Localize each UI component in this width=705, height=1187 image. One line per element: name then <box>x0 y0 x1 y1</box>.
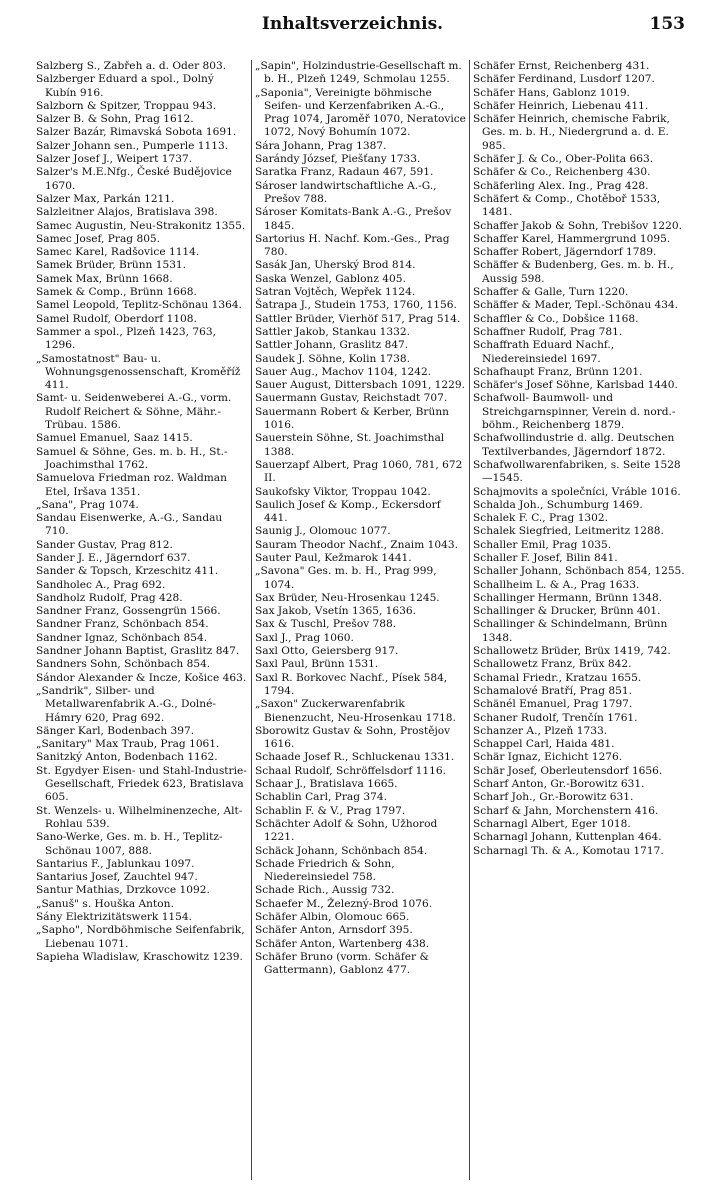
index-entry: Sammer a spol., Plzeň 1423, 763, 1296. <box>36 325 216 352</box>
index-entry: Saxl R. Borkovec Nachf., Písek 584, 1794. <box>255 671 448 697</box>
index-entry: Samec Josef, Prag 805. <box>36 232 161 245</box>
index-entry: Salzborn & Spitzer, Troppau 943. <box>36 99 217 112</box>
index-entry: Schamalové Bratří, Prag 851. <box>473 684 632 697</box>
index-entry: Schaller Emil, Prag 1035. <box>473 538 612 551</box>
index-entry: Salzberg S., Zabřeh a. d. Oder 803. <box>36 60 227 72</box>
index-entry: Schalek F. C., Prag 1302. <box>473 512 609 525</box>
index-entry: Sasák Jan, Uherský Brod 814. <box>255 259 416 272</box>
index-entry: Sander & Topsch, Krzeschitz 411. <box>36 565 219 578</box>
index-entry: Schallinger & Drucker, Brünn 401. <box>473 605 661 618</box>
index-entry: „Sanuš" s. Houška Anton. <box>36 897 174 910</box>
index-entry: Schaffer Karel, Hammergrund 1095. <box>473 232 671 245</box>
index-entry: Schäfert & Comp., Chotěboř 1533, 1481. <box>473 192 661 219</box>
index-entry: Schäfer Anton, Arnsdorf 395. <box>255 924 413 937</box>
index-entry: Schafwoll- Baumwoll- und Streichgarnspinner, Verein d. nord.-böhm., Reichenberg 1879. <box>473 392 676 432</box>
index-entry: Schajmovits a společníci, Vráble 1016. <box>473 485 681 498</box>
index-entry: Sax Brüder, Neu-Hrosenkau 1245. <box>255 591 440 604</box>
index-entry: „Sanitary" Max Traub, Prag 1061. <box>36 738 220 751</box>
index-entry: Schänél Emanuel, Prag 1797. <box>473 698 633 711</box>
index-entry: Scharnagl Johann, Kuttenplan 464. <box>473 831 662 844</box>
index-entry: Samek Brüder, Brünn 1531. <box>36 259 187 272</box>
index-entry: Schalda Joh., Schumburg 1469. <box>473 498 643 511</box>
index-entry: Santur Mathias, Drzkovce 1092. <box>36 884 210 897</box>
index-entry: Samek Max, Brünn 1668. <box>36 272 173 285</box>
index-entry: Sandner Franz, Schönbach 854. <box>36 618 209 631</box>
index-entry: Schäfer & Co., Reichenberg 430. <box>473 166 651 179</box>
index-entry: Schafhaupt Franz, Brünn 1201. <box>473 365 643 378</box>
index-entry: Schaner Rudolf, Trenčín 1761. <box>473 711 638 724</box>
index-entry: Schaffer Robert, Jägerndorf 1789. <box>473 246 657 259</box>
index-entry: Schaffrath Eduard Nachf., Niedereinsiedel 1697. <box>473 339 615 365</box>
index-entry: Schamal Friedr., Kratzau 1655. <box>473 671 642 684</box>
index-entry: Schär Josef, Oberleutensdorf 1656. <box>473 764 663 777</box>
index-entry: Salzberger Eduard a spol., Dolný Kubín 916. <box>36 73 214 99</box>
index-entry: Schablin Carl, Prag 374. <box>255 791 387 804</box>
index-entry: Schäfer Hans, Gablonz 1019. <box>473 86 630 99</box>
index-entry: Satran Vojtěch, Wepřek 1124. <box>255 286 416 299</box>
index-entry: Santarius Josef, Zauchtel 947. <box>36 871 198 884</box>
index-entry: Šatrapa J., Studein 1753, 1760, 1156. <box>255 299 457 312</box>
index-entry: Sároser Komitats-Bank A.-G., Prešov 1845. <box>255 206 452 232</box>
index-entry: Salzer Max, Parkán 1211. <box>36 192 175 205</box>
index-entry: Schäffer & Mader, Tepl.-Schönau 434. <box>473 299 679 312</box>
index-entry: Schaade Josef R., Schluckenau 1331. <box>255 751 455 764</box>
index-entry: „Samostatnost" Bau- u. Wohnungsgenossenschaft, Kroměříž 411. <box>36 352 241 392</box>
index-entry: Schaffler & Co., Dobšice 1168. <box>473 312 639 325</box>
index-entry: Sároser landwirtschaftliche A.-G., Prešov 788. <box>255 179 437 205</box>
index-entry: Scharnagl Th. & A., Komotau 1717. <box>473 844 664 857</box>
index-entry: „Sapho", Nordböhmische Seifenfabrik, Liebenau 1071. <box>36 924 245 950</box>
index-entry: Salzer B. & Sohn, Prag 1612. <box>36 113 194 126</box>
index-entry: Schäfer Ernst, Reichenberg 431. <box>473 60 650 72</box>
index-entry: Schallinger Hermann, Brünn 1348. <box>473 591 663 604</box>
index-entry: Sauer August, Dittersbach 1091, 1229. <box>255 379 466 392</box>
index-entry: Sax & Tuschl, Prešov 788. <box>255 618 397 631</box>
index-entry: Samt- u. Seidenweberei A.-G., vorm. Rudolf Reichert & Söhne, Mähr.-Trübau. 1586. <box>36 392 232 432</box>
index-entry: Sattler Jakob, Stankau 1332. <box>255 325 410 338</box>
index-entry: Schäfer Albin, Olomouc 665. <box>255 911 410 923</box>
index-entry: Schafwollwarenfabriken, s. Seite 1528—1545. <box>473 458 681 485</box>
index-entry: Schade Rich., Aussig 732. <box>255 884 395 897</box>
index-entry: Sauter Paul, Kežmarok 1441. <box>255 551 412 564</box>
index-entry: Schäck Johann, Schönbach 854. <box>255 844 428 857</box>
index-entry: Schalek Siegfried, Leitmeritz 1288. <box>473 525 664 538</box>
index-entry: Sandholz Rudolf, Prag 428. <box>36 591 183 604</box>
index-entry: Samuelova Friedman roz. Waldman Etel, Iršava 1351. <box>36 472 227 498</box>
index-entry: Sandners Sohn, Schönbach 854. <box>36 658 211 671</box>
index-entry: Schäfer Bruno (vorm. Schäfer & Gattermann), Gablonz 477. <box>255 950 429 977</box>
index-entry: St. Egydyer Eisen- und Stahl-Industrie-Gesellschaft, Friedek 623, Bratislava 605. <box>36 764 247 804</box>
index-entry: Schaffner Rudolf, Prag 781. <box>473 325 623 338</box>
index-entry: Schaefer M., Železný-Brod 1076. <box>255 897 433 910</box>
index-entry: Samel Rudolf, Oberdorf 1108. <box>36 312 197 325</box>
index-entry: „Sana", Prag 1074. <box>36 498 139 511</box>
index-entry: Salzer Johann sen., Pumperle 1113. <box>36 139 229 152</box>
index-entry: Saska Wenzel, Gablonz 405. <box>255 272 406 285</box>
index-entry: Sauram Theodor Nachf., Znaim 1043. <box>255 538 458 551</box>
index-entry: „Saxon" Zuckerwarenfabrik Bienenzucht, Neu-Hrosenkau 1718. <box>255 698 456 724</box>
index-entry: Sarándy József, Piešťany 1733. <box>255 153 421 166</box>
index-entry: Scharnagl Albert, Eger 1018. <box>473 817 631 830</box>
index-column-3 <box>473 60 686 1180</box>
page-title: Inhaltsverzeichnis. <box>261 14 444 34</box>
index-entry: Scharf & Jahn, Morchenstern 416. <box>473 804 659 817</box>
index-entry: Schappel Carl, Haida 481. <box>473 738 615 751</box>
index-entry: Sandner Franz, Gossengrün 1566. <box>36 605 221 618</box>
index-entry: Schaffer & Galle, Turn 1220. <box>473 286 629 299</box>
index-entry: Samuel & Söhne, Ges. m. b. H., St.-Joachimsthal 1762. <box>36 445 228 471</box>
index-entry: Sauermann Robert & Kerber, Brünn 1016. <box>255 405 449 432</box>
index-entry: Schade Friedrich & Sohn, Niedereinsiedel 758. <box>255 857 395 884</box>
index-entry: Schächter Adolf & Sohn, Užhorod 1221. <box>255 817 438 844</box>
index-entry: Schanzer A., Plzeň 1733. <box>473 724 608 737</box>
index-entry: Sándor Alexander & Incze, Košice 463. <box>36 671 247 684</box>
index-entry: Saratka Franz, Radaun 467, 591. <box>255 166 434 179</box>
index-entry: Samec Karel, Radšovice 1114. <box>36 246 200 259</box>
index-entry: St. Wenzels- u. Wilhelminenzeche, Alt-Rohlau 539. <box>36 804 243 830</box>
index-entry: „Saponia", Vereinigte böhmische Seifen- und Kerzenfabriken A.-G., Prag 1074, Jaroměř 1070, Neratovice 1072, Nový Bohumín 1072. <box>255 86 466 139</box>
index-entry: Salzleitner Alajos, Bratislava 398. <box>36 206 218 219</box>
index-entry: Schallowetz Franz, Brüx 842. <box>473 658 632 671</box>
index-entry: Sauerstein Söhne, St. Joachimsthal 1388. <box>255 432 445 458</box>
index-entry: Sander Gustav, Prag 812. <box>36 538 173 551</box>
index-entry: Schallinger & Schindelmann, Brünn 1348. <box>473 618 668 644</box>
column-divider <box>469 60 470 1180</box>
index-entry: Samuel Emanuel, Saaz 1415. <box>36 432 193 445</box>
index-entry: Schäferling Alex. Ing., Prag 428. <box>473 179 649 192</box>
index-entry: Sax Jakob, Vsetín 1365, 1636. <box>255 605 417 618</box>
index-entry: „Savona" Ges. m. b. H., Prag 999, 1074. <box>255 565 437 591</box>
index-entry: Samec Augustin, Neu-Strakonitz 1355. <box>36 219 246 232</box>
index-entry: Sander J. E., Jägerndorf 637. <box>36 551 191 564</box>
index-entry: Schäfer Heinrich, Liebenau 411. <box>473 99 649 112</box>
index-entry: Saudek J. Söhne, Kolin 1738. <box>255 352 410 365</box>
page-number: 153 <box>649 14 685 34</box>
index-entry: Schäfer Ferdinand, Lusdorf 1207. <box>473 73 655 86</box>
index-column-1 <box>36 60 248 1180</box>
index-entry: Sattler Brüder, Vierhöf 517, Prag 514. <box>255 312 461 325</box>
index-entry: Sány Elektrizitätswerk 1154. <box>36 911 193 923</box>
index-entry: Sartorius H. Nachf. Kom.-Ges., Prag 780. <box>255 232 450 259</box>
index-entry: Sára Johann, Prag 1387. <box>255 139 387 152</box>
index-entry: Saunig J., Olomouc 1077. <box>255 525 391 538</box>
index-entry: Schäffer & Budenberg, Ges. m. b. H., Aussig 598. <box>473 259 674 285</box>
index-entry: Schaller Johann, Schönbach 854, 1255. <box>473 565 685 578</box>
index-entry: Sanitzký Anton, Bodenbach 1162. <box>36 751 218 764</box>
index-entry: Santarius F., Jablunkau 1097. <box>36 857 195 870</box>
index-entry: Schäfer J. & Co., Ober-Polita 663. <box>473 153 654 166</box>
index-entry: Schaffer Jakob & Sohn, Trebišov 1220. <box>473 219 682 232</box>
index-entry: Salzer Bazár, Rimavská Sobota 1691. <box>36 126 237 139</box>
index-column-2 <box>255 60 467 1180</box>
index-entry: Salzer's M.E.Nfg., České Budějovice 1670. <box>36 166 232 192</box>
index-entry: Schallheim L. & A., Prag 1633. <box>473 578 640 591</box>
index-entry: Sauermann Gustav, Reichstadt 707. <box>255 392 448 405</box>
index-entry: Schallowetz Brüder, Brüx 1419, 742. <box>473 645 671 658</box>
index-entry: Schäfer Anton, Wartenberg 438. <box>255 937 430 950</box>
index-entry: Schafwollindustrie d. allg. Deutschen Textilverbandes, Jägerndorf 1872. <box>473 432 675 458</box>
index-entry: Sapieha Wladislaw, Kraschowitz 1239. <box>36 950 243 963</box>
index-entry: Schablin F. & V., Prag 1797. <box>255 804 406 817</box>
index-entry: „Sandrik", Silber- und Metallwarenfabrik A.-G., Dolné-Hámry 620, Prag 692. <box>36 684 216 724</box>
index-entry: Sandau Eisenwerke, A.-G., Sandau 710. <box>36 512 223 538</box>
index-entry: Sänger Karl, Bodenbach 397. <box>36 724 195 737</box>
index-entry: Sandholec A., Prag 692. <box>36 578 166 591</box>
index-entry: Schäfer Heinrich, chemische Fabrik, Ges. m. b. H., Niedergrund a. d. E. 985. <box>473 113 670 152</box>
index-entry: Sattler Johann, Graslitz 847. <box>255 339 409 352</box>
index-entry: Saukofsky Viktor, Troppau 1042. <box>255 485 431 498</box>
index-entry: Sandner Ignaz, Schönbach 854. <box>36 631 208 644</box>
index-entry: Saxl J., Prag 1060. <box>255 631 354 644</box>
index-entry: Samek & Comp., Brünn 1668. <box>36 286 197 299</box>
index-columns <box>36 60 686 1180</box>
index-entry: Scharf Joh., Gr.-Borowitz 631. <box>473 791 634 804</box>
index-entry: Schäfer's Josef Söhne, Karlsbad 1440. <box>473 379 678 392</box>
index-entry: Schär Ignaz, Eichicht 1276. <box>473 751 623 764</box>
column-divider <box>251 60 252 1180</box>
index-entry: Saxl Paul, Brünn 1531. <box>255 658 379 671</box>
index-entry: Samel Leopold, Teplitz-Schönau 1364. <box>36 299 242 312</box>
index-entry: Sauer Aug., Machov 1104, 1242. <box>255 365 432 378</box>
index-entry: Sborowitz Gustav & Sohn, Prostějov 1616. <box>255 724 451 751</box>
index-entry: Scharf Anton, Gr.-Borowitz 631. <box>473 778 645 791</box>
page-header <box>0 14 705 42</box>
index-entry: Salzer Josef J., Weipert 1737. <box>36 153 193 166</box>
index-entry: Schaller F. Josef, Bilin 841. <box>473 551 618 564</box>
index-entry: Sano-Werke, Ges. m. b. H., Teplitz-Schönau 1007, 888. <box>36 831 223 857</box>
index-entry: Schaal Rudolf, Schröffelsdorf 1116. <box>255 764 446 777</box>
index-entry: Sauerzapf Albert, Prag 1060, 781, 672 II. <box>255 458 463 485</box>
index-entry: Saxl Otto, Geiersberg 917. <box>255 645 399 658</box>
index-entry: „Sapin", Holzindustrie-Gesellschaft m. b. H., Plzeň 1249, Schmolau 1255. <box>255 60 462 86</box>
index-entry: Sandner Johann Baptist, Graslitz 847. <box>36 645 240 658</box>
index-entry: Saulich Josef & Komp., Eckersdorf 441. <box>255 498 441 525</box>
index-entry: Schaar J., Bratislava 1665. <box>255 778 398 791</box>
